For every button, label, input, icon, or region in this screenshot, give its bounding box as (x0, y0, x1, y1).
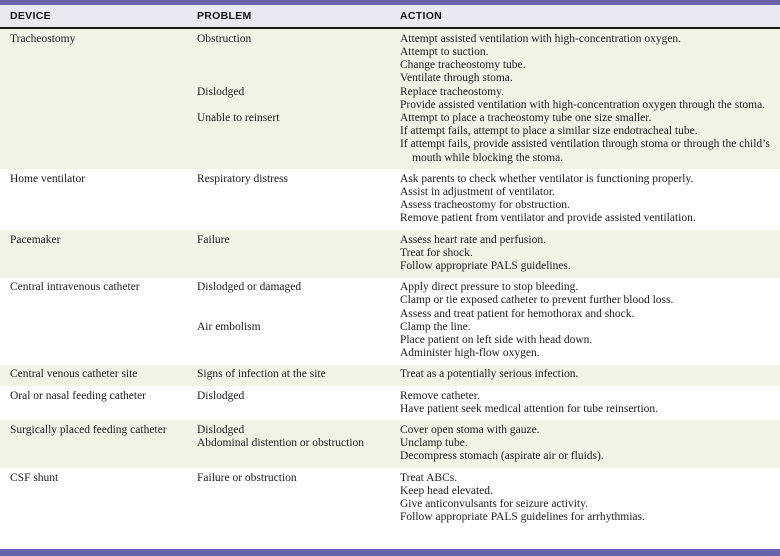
table-row (0, 386, 780, 420)
table-row (0, 468, 780, 529)
column-header-problem: PROBLEM (197, 10, 252, 22)
action-line: Attempt to place a tracheostomy tube one size smaller. (400, 111, 652, 124)
action-line: Cover open stoma with gauze. (400, 423, 540, 436)
problem-action-groups (197, 390, 780, 416)
problem-cell: Dislodged (197, 389, 245, 402)
action-line: Keep head elevated. (400, 484, 493, 497)
action-line: Clamp or tie exposed catheter to prevent further blood loss. (400, 294, 674, 307)
problem-action-group (197, 173, 780, 226)
problem-action-group (197, 437, 780, 463)
problem-cell: Obstruction (197, 32, 252, 45)
problem-action-groups (197, 472, 780, 525)
device-cell: CSF shunt (10, 471, 59, 484)
problem-cell: Dislodged (197, 85, 245, 98)
problem-action-groups (197, 281, 780, 360)
problem-action-group (197, 424, 780, 437)
action-line: Ventilate through stoma. (400, 72, 513, 85)
actions-cell (400, 234, 780, 274)
problem-cell: Signs of infection at the site (197, 368, 326, 381)
action-line: Assess heart rate and perfusion. (400, 233, 546, 246)
table-body (0, 29, 780, 529)
actions-cell (400, 390, 780, 416)
action-line: Treat ABCs. (400, 471, 458, 484)
table-row (0, 420, 780, 468)
problem-cell: Air embolism (197, 320, 261, 333)
device-cell: Central intravenous catheter (10, 281, 140, 294)
actions-cell (400, 368, 780, 381)
problem-action-groups (197, 368, 780, 381)
problem-cell: Dislodged (197, 423, 245, 436)
problem-cell: Unable to reinsert (197, 111, 280, 124)
action-line: Follow appropriate PALS guidelines. (400, 259, 571, 272)
problem-action-group (197, 281, 780, 321)
action-line: Administer high-flow oxygen. (400, 347, 540, 360)
problem-action-groups (197, 234, 780, 274)
actions-cell (400, 173, 780, 226)
action-line: Decompress stomach (aspirate air or fluids). (400, 450, 604, 463)
problem-action-group (197, 472, 780, 525)
table-row (0, 278, 780, 365)
action-line: Unclamp tube. (400, 437, 468, 450)
action-line: Attempt assisted ventilation with high-concentration oxygen. (400, 32, 682, 45)
actions-cell (400, 281, 780, 321)
problem-action-group (197, 86, 780, 112)
action-line: Have patient seek medical attention for tube reinsertion. (400, 402, 659, 415)
action-line: If attempt fails, provide assisted ventilation through stoma or through the child’s mouth while blocking the stoma. (400, 138, 770, 164)
action-line: Apply direct pressure to stop bleeding. (400, 281, 579, 294)
problem-action-groups (197, 173, 780, 226)
device-cell: Oral or nasal feeding catheter (10, 389, 147, 402)
action-line: Change tracheostomy tube. (400, 59, 526, 72)
actions-cell (400, 112, 780, 165)
table-row (0, 169, 780, 230)
problem-action-group (197, 33, 780, 86)
action-line: Clamp the line. (400, 320, 471, 333)
problem-action-groups (197, 424, 780, 464)
table-header-row (0, 5, 780, 27)
action-line: Assess tracheostomy for obstruction. (400, 199, 570, 212)
problem-action-group (197, 112, 780, 165)
action-line: Place patient on left side with head down. (400, 333, 593, 346)
actions-cell (400, 86, 780, 112)
action-line: Ask parents to check whether ventilator is functioning properly. (400, 172, 694, 185)
action-line: Treat as a potentially serious infection. (400, 368, 579, 381)
action-line: Replace tracheostomy. (400, 85, 504, 98)
problem-action-group (197, 321, 780, 361)
column-header-device: DEVICE (10, 10, 51, 22)
action-line: Assist in adjustment of ventilator. (400, 185, 555, 198)
actions-cell (400, 424, 780, 437)
actions-cell (400, 472, 780, 525)
problem-cell: Failure or obstruction (197, 471, 297, 484)
action-line: If attempt fails, attempt to place a similar size endotracheal tube. (400, 125, 698, 138)
action-line: Remove catheter. (400, 389, 480, 402)
table-row (0, 29, 780, 169)
action-line: Attempt to suction. (400, 45, 489, 58)
problem-cell: Dislodged or damaged (197, 281, 302, 294)
bottom-accent-bar (0, 549, 780, 556)
table-row (0, 230, 780, 278)
action-line: Remove patient from ventilator and provide assisted ventilation. (400, 212, 696, 225)
device-cell: Home ventilator (10, 172, 86, 185)
actions-cell (400, 321, 780, 361)
action-line: Assess and treat patient for hemothorax and shock. (400, 307, 635, 320)
device-cell: Tracheostomy (10, 32, 76, 45)
device-cell: Surgically placed feeding catheter (10, 423, 167, 436)
column-header-action: ACTION (400, 10, 443, 22)
actions-cell (400, 33, 780, 86)
problem-cell: Failure (197, 233, 230, 246)
problem-cell: Respiratory distress (197, 172, 289, 185)
problem-action-group (197, 368, 780, 381)
problem-action-group (197, 390, 780, 416)
table-row (0, 365, 780, 386)
actions-cell (400, 437, 780, 463)
action-line: Give anticonvulsants for seizure activity. (400, 498, 588, 510)
device-cell: Central venous catheter site (10, 368, 138, 381)
action-line: Provide assisted ventilation with high-concentration oxygen through the stoma. (400, 98, 766, 111)
action-line: Follow appropriate PALS guidelines for arrhythmias. (400, 511, 645, 524)
problem-action-groups (197, 33, 780, 165)
action-line: Treat for shock. (400, 246, 473, 259)
problem-action-group (197, 234, 780, 274)
problem-cell: Abdominal distention or obstruction (197, 437, 365, 450)
device-cell: Pacemaker (10, 233, 61, 246)
